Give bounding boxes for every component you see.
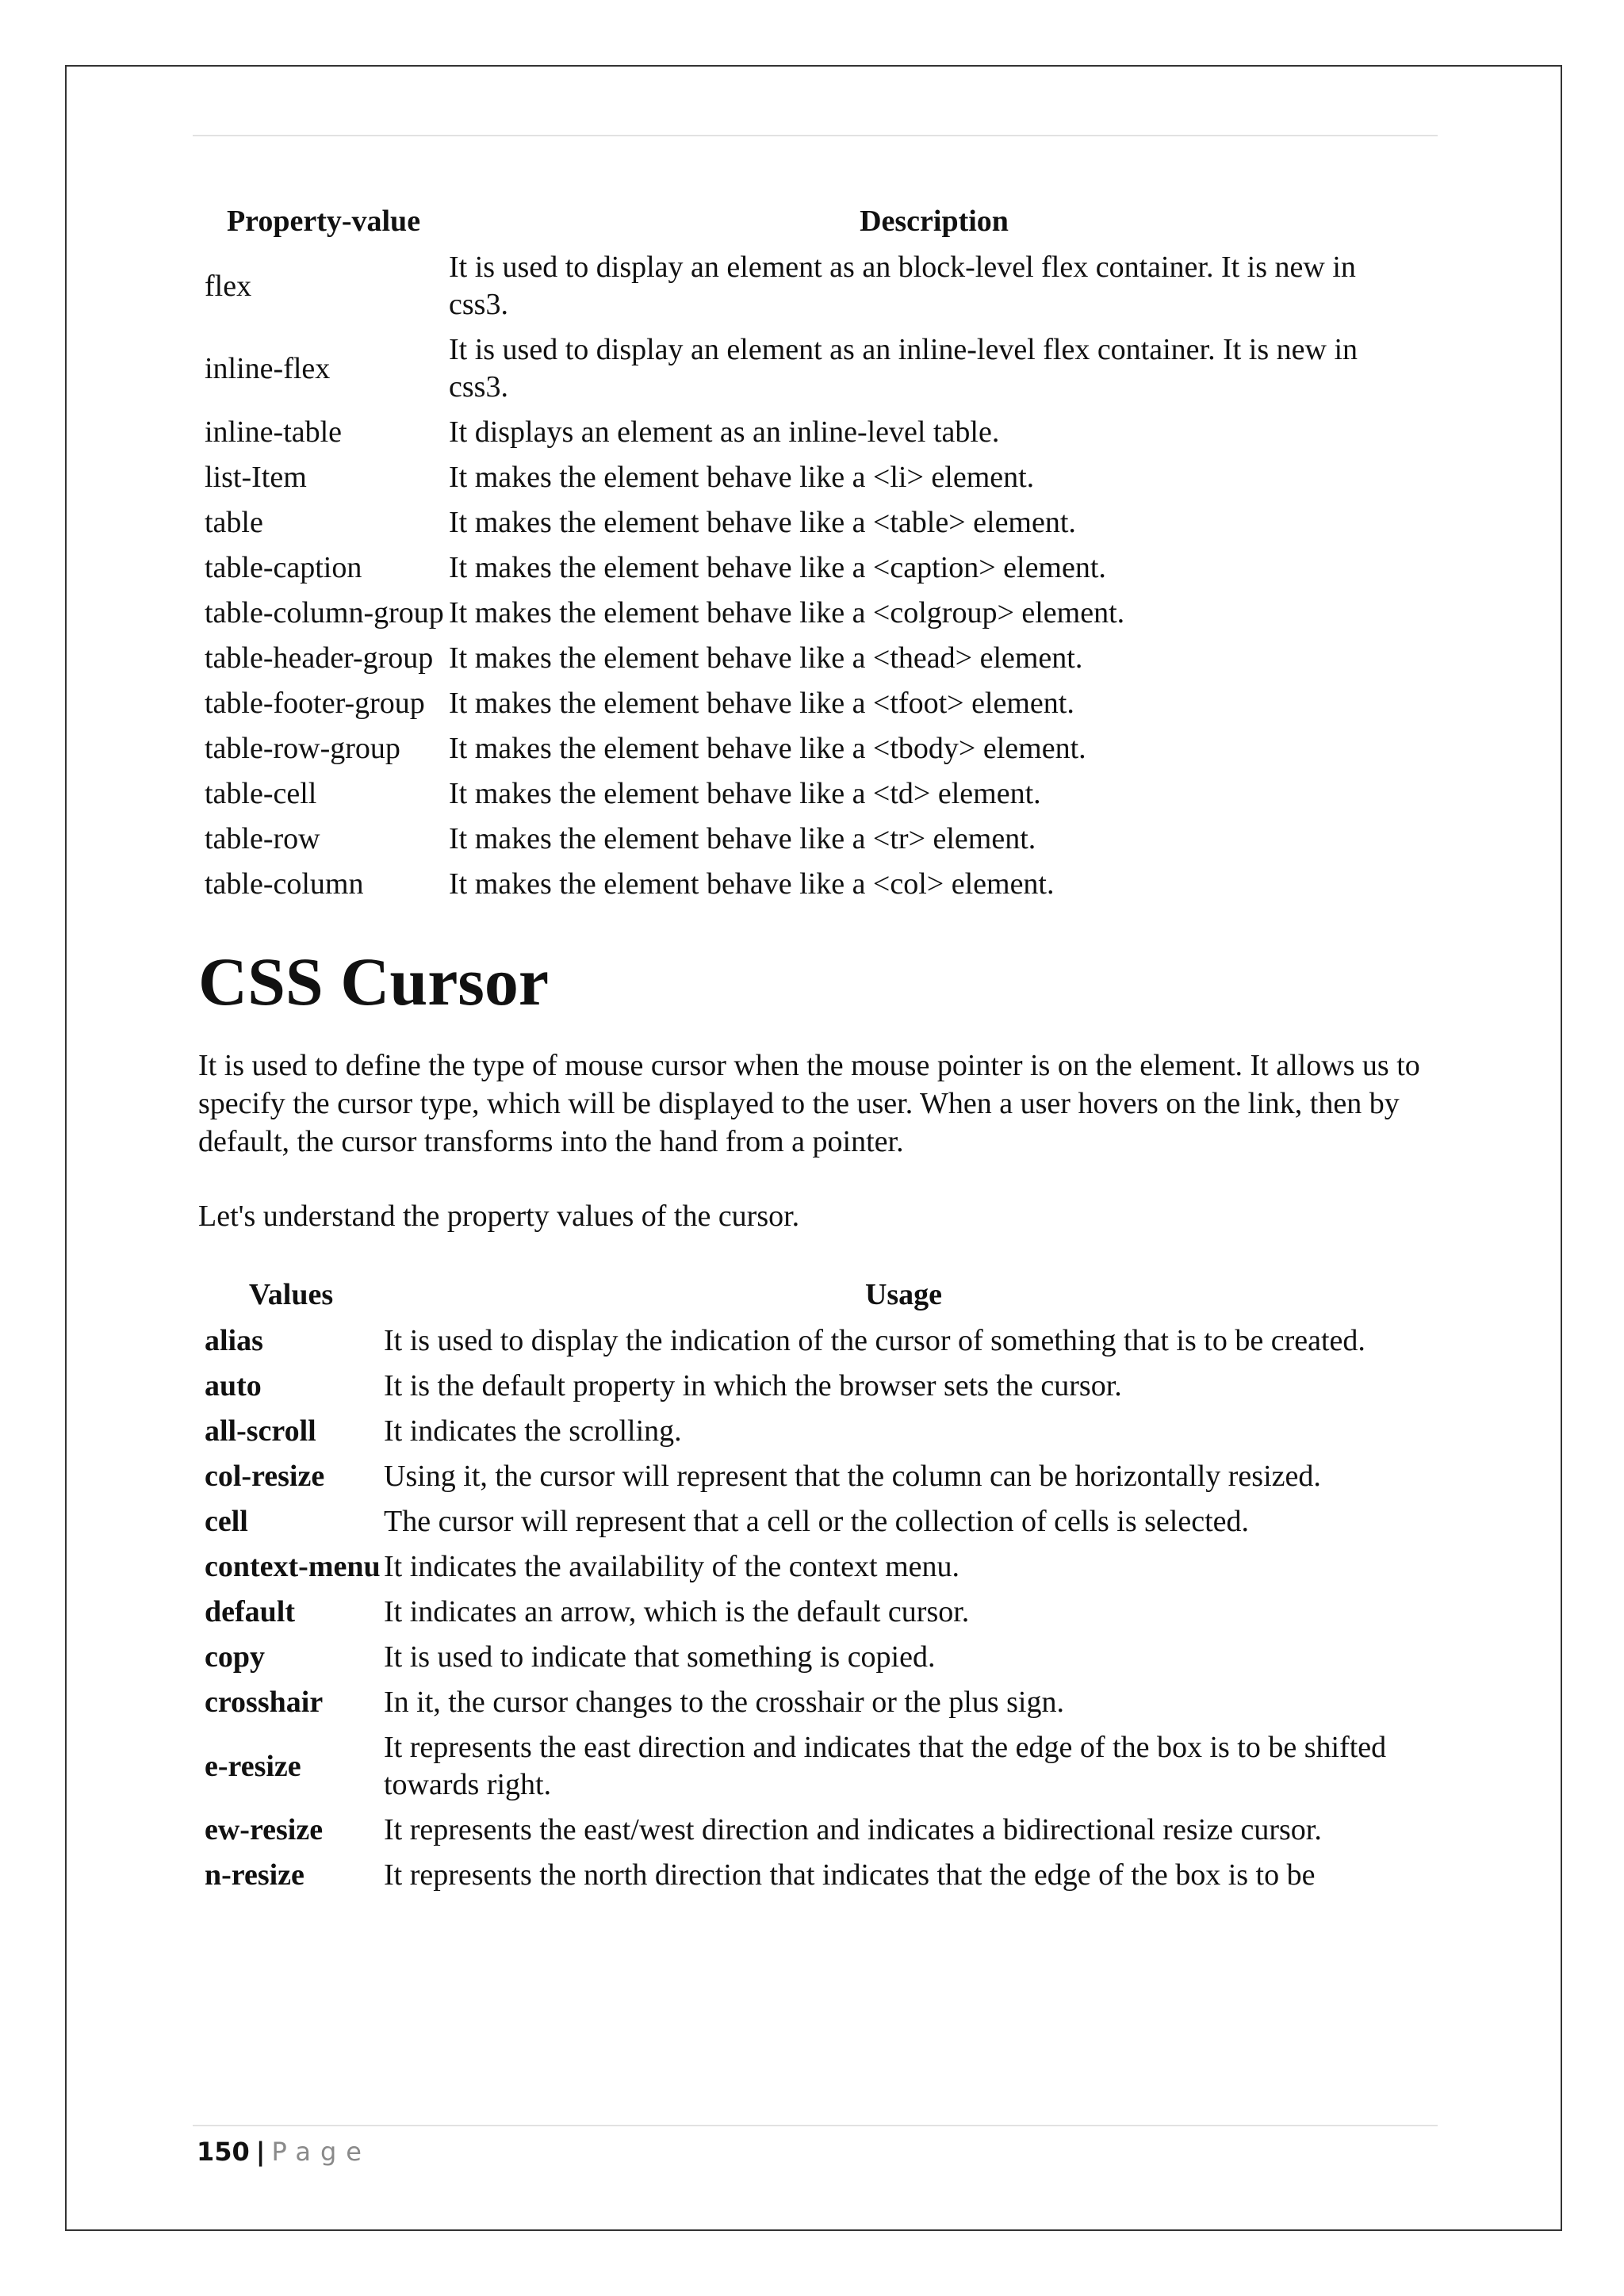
page-content — [198, 198, 1443, 1898]
display-property-table — [198, 198, 1419, 907]
description-cell: It makes the element behave like a <thead> element. — [449, 641, 1083, 675]
property-cell: table — [205, 506, 263, 539]
usage-cell: In it, the cursor changes to the crosshair or the plus sign. — [384, 1686, 1064, 1719]
value-cell: all-scroll — [205, 1414, 316, 1448]
intro-paragraph: It is used to define the type of mouse cursor when the mouse pointer is on the element. It allows us to specify the cursor type, which will be displayed to the user. When a user hovers on the link, then by default, the cursor transforms into the hand from a pointer. — [198, 1049, 1420, 1158]
usage-cell: It indicates an arrow, which is the default cursor. — [384, 1595, 970, 1628]
description-cell: It is used to display an element as an block-level flex container. It is new in css3. — [449, 251, 1356, 321]
table-row — [198, 817, 1419, 862]
lead-in-paragraph: Let's understand the property values of the cursor. — [198, 1200, 800, 1233]
table-row — [198, 1364, 1423, 1409]
table-row — [198, 1454, 1423, 1499]
table-row — [198, 410, 1419, 455]
table-row — [198, 1499, 1423, 1544]
table-row — [198, 1409, 1423, 1454]
page-footer — [197, 2136, 371, 2168]
usage-cell: It indicates the scrolling. — [384, 1414, 682, 1448]
description-cell: It makes the element behave like a <colgroup> element. — [449, 596, 1125, 629]
value-cell: auto — [205, 1369, 262, 1402]
column-header-usage: Usage — [864, 1278, 943, 1311]
usage-cell: Using it, the cursor will represent that the column can be horizontally resized. — [384, 1460, 1321, 1493]
property-cell: flex — [205, 269, 252, 303]
property-cell: list-Item — [205, 461, 307, 494]
property-cell: table-footer-group — [205, 687, 425, 720]
value-cell: default — [205, 1595, 295, 1628]
table-row — [198, 1590, 1423, 1635]
table-row — [198, 500, 1419, 545]
usage-cell: It is used to indicate that something is copied. — [384, 1640, 936, 1674]
usage-cell: The cursor will represent that a cell or the collection of cells is selected. — [384, 1505, 1250, 1538]
table-row — [198, 636, 1419, 681]
usage-cell: It indicates the availability of the context menu. — [384, 1550, 959, 1583]
value-cell: alias — [205, 1324, 263, 1357]
column-header-values: Values — [248, 1278, 334, 1311]
description-cell: It makes the element behave like a <td> element. — [449, 777, 1041, 810]
table-row — [198, 1808, 1423, 1853]
description-cell: It makes the element behave like a <li> element. — [449, 461, 1035, 494]
page-label: Page — [271, 2137, 371, 2167]
usage-cell: It is used to display the indication of the cursor of something that is to be created. — [384, 1324, 1365, 1357]
property-cell: table-column — [205, 867, 364, 901]
value-cell: e-resize — [205, 1749, 301, 1783]
table-row — [198, 771, 1419, 817]
property-cell: table-cell — [205, 777, 317, 810]
footer-rule — [193, 2125, 1438, 2126]
property-cell: inline-table — [205, 415, 343, 449]
table-row — [198, 1544, 1423, 1590]
table-header-row — [198, 198, 1419, 245]
table-row — [198, 327, 1419, 410]
property-cell: table-header-group — [205, 641, 434, 675]
usage-cell: It represents the east direction and indicates that the edge of the box is to be shifted towards right. — [384, 1731, 1387, 1801]
page-number: 150 — [197, 2137, 250, 2167]
value-cell: crosshair — [205, 1686, 324, 1719]
description-cell: It displays an element as an inline-level table. — [449, 415, 1000, 449]
table-row — [198, 1725, 1423, 1808]
value-cell: n-resize — [205, 1858, 304, 1892]
description-cell: It makes the element behave like a <table> element. — [449, 506, 1076, 539]
property-cell: inline-flex — [205, 351, 331, 385]
table-row — [198, 862, 1419, 907]
table-row — [198, 1853, 1423, 1898]
value-cell: context-menu — [205, 1550, 381, 1583]
value-cell: col-resize — [205, 1460, 325, 1493]
cursor-values-table — [198, 1272, 1423, 1898]
table-row — [198, 1635, 1423, 1680]
description-cell: It makes the element behave like a <tfoot> element. — [449, 687, 1074, 720]
table-row — [198, 726, 1419, 771]
header-rule — [193, 135, 1438, 136]
property-cell: table-row — [205, 822, 320, 855]
value-cell: copy — [205, 1640, 265, 1674]
table-row — [198, 681, 1419, 726]
usage-cell: It represents the north direction that indicates that the edge of the box is to be — [384, 1858, 1316, 1892]
description-cell: It makes the element behave like a <tr> element. — [449, 822, 1036, 855]
table-row — [198, 1318, 1423, 1364]
value-cell: ew-resize — [205, 1813, 324, 1846]
column-header-description: Description — [860, 205, 1009, 238]
usage-cell: It represents the east/west direction and indicates a bidirectional resize cursor. — [384, 1813, 1322, 1846]
description-cell: It makes the element behave like a <col> element. — [449, 867, 1055, 901]
footer-separator: | — [255, 2137, 266, 2167]
section-title: CSS Cursor — [198, 943, 550, 1020]
usage-cell: It is the default property in which the browser sets the cursor. — [384, 1369, 1122, 1402]
table-header-row — [198, 1272, 1423, 1318]
property-cell: table-column-group — [205, 596, 444, 629]
value-cell: cell — [205, 1505, 248, 1538]
table-row — [198, 591, 1419, 636]
property-cell: table-row-group — [205, 732, 400, 765]
description-cell: It is used to display an element as an inline-level flex container. It is new in css3. — [449, 333, 1358, 404]
table-row — [198, 1680, 1423, 1725]
table-row — [198, 455, 1419, 500]
table-row — [198, 545, 1419, 591]
column-header-property-value: Property-value — [226, 205, 421, 238]
description-cell: It makes the element behave like a <tbody> element. — [449, 732, 1086, 765]
property-cell: table-caption — [205, 551, 362, 584]
description-cell: It makes the element behave like a <caption> element. — [449, 551, 1106, 584]
table-row — [198, 245, 1419, 327]
